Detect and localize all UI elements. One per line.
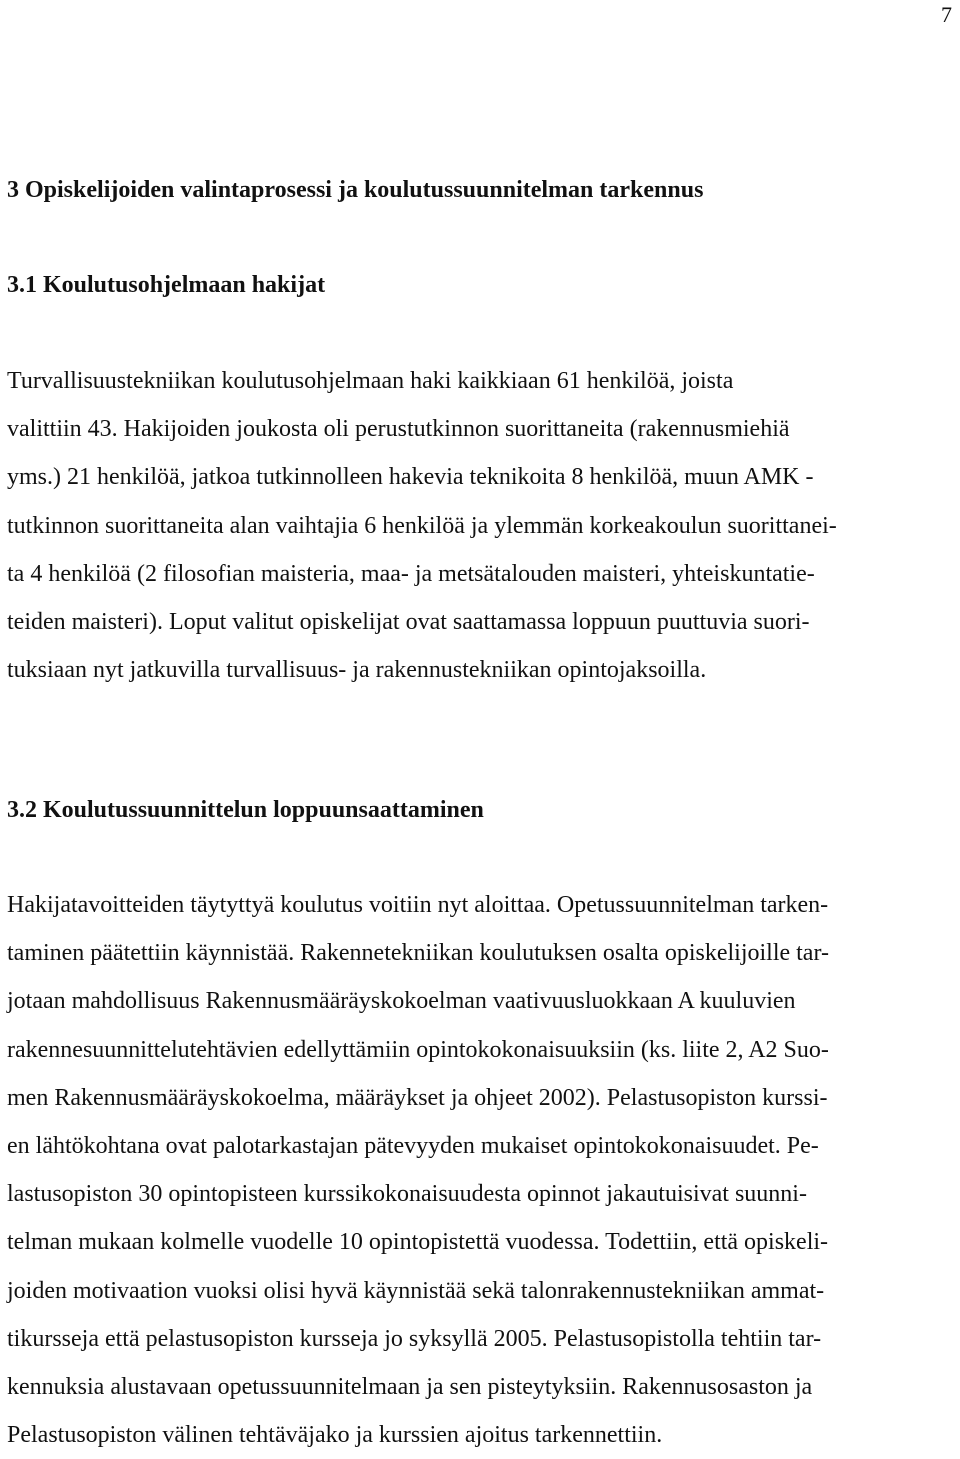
paragraph-line: jotaan mahdollisuus Rakennusmääräyskokoelman vaativuusluokkaan A kuuluvien: [7, 988, 796, 1015]
section-3-1-paragraph: [7, 357, 837, 694]
paragraph-line: men Rakennusmääräyskokoelma, määräykset ja ohjeet 2002). Pelastusopiston kurssi-: [7, 1084, 828, 1111]
paragraph-line: taminen päätettiin käynnistää. Rakennetekniikan koulutuksen osalta opiskelijoille tar-: [7, 940, 829, 967]
paragraph-line: kennuksia alustavaan opetussuunnitelmaan ja sen pisteytyksiin. Rakennusosaston ja: [7, 1373, 813, 1400]
paragraph-line: rakennesuunnittelutehtävien edellyttämiin opintokokonaisuuksiin (ks. liite 2, A2 Suo-: [7, 1036, 829, 1063]
paragraph-line: yms.) 21 henkilöä, jatkoa tutkinnolleen hakevia teknikoita 8 henkilöä, muun AMK -: [7, 464, 814, 491]
paragraph-line: telman mukaan kolmelle vuodelle 10 opintopistettä vuodessa. Todettiin, että opiskeli-: [7, 1229, 829, 1256]
paragraph-line: en lähtökohtana ovat palotarkastajan pätevyyden mukaiset opintokokonaisuudet. Pe-: [7, 1132, 819, 1159]
paragraph-line: tutkinnon suorittaneita alan vaihtajia 6 henkilöä ja ylemmän korkeakoulun suorittanei-: [7, 512, 837, 539]
paragraph-line: tuksiaan nyt jatkuvilla turvallisuus- ja rakennustekniikan opintojaksoilla.: [7, 657, 707, 684]
paragraph-line: Hakijatavoitteiden täytyttyä koulutus voitiin nyt aloittaa. Opetussuunnitelman tarken-: [7, 892, 829, 918]
paragraph-line: Turvallisuustekniikan koulutusohjelmaan haki kaikkiaan 61 henkilöä, joista: [7, 368, 734, 394]
paragraph-line: Pelastusopiston välinen tehtäväjako ja kurssien ajoitus tarkennettiin.: [7, 1422, 663, 1449]
section-heading-3-2: 3.2 Koulutussuunnittelun loppuunsaattaminen: [7, 797, 484, 823]
section-heading-3-1: 3.1 Koulutusohjelmaan hakijat: [7, 272, 326, 298]
chapter-heading: 3 Opiskelijoiden valintaprosessi ja koulutussuunnitelman tarkennus: [7, 177, 704, 203]
paragraph-line: joiden motivaation vuoksi olisi hyvä käynnistää sekä talonrakennustekniikan ammat-: [7, 1277, 825, 1304]
paragraph-line: tikursseja että pelastusopiston kursseja jo syksyllä 2005. Pelastusopistolla tehtiin tar-: [7, 1325, 822, 1352]
paragraph-line: teiden maisteri). Loput valitut opiskelijat ovat saattamassa loppuun puuttuvia suori-: [7, 608, 810, 635]
paragraph-line: lastusopiston 30 opintopisteen kurssikokonaisuudesta opinnot jakautuisivat suunni-: [7, 1181, 807, 1208]
paragraph-line: valittiin 43. Hakijoiden joukosta oli perustutkinnon suorittaneita (rakennusmiehiä: [7, 416, 790, 443]
paragraph-line: ta 4 henkilöä (2 filosofian maisteria, maa- ja metsätalouden maisteri, yhteiskuntatie-: [7, 560, 815, 587]
page-number: 7: [941, 2, 952, 27]
section-3-2-paragraph: [7, 881, 829, 1459]
